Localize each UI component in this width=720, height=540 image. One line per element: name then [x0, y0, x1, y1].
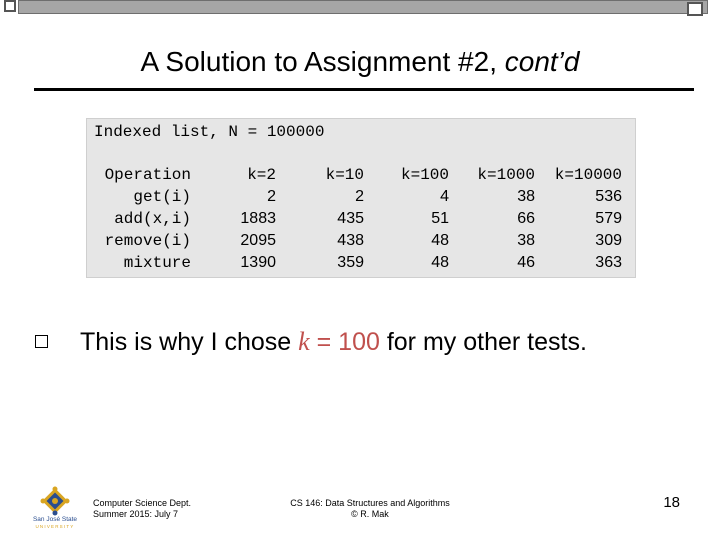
header-cell: k=2 — [247, 166, 276, 184]
table-cell: 48 — [431, 232, 449, 249]
logo-line2: UNIVERSITY — [35, 524, 75, 529]
table-cell: 435 — [337, 210, 364, 227]
table-cell: 579 — [595, 210, 622, 227]
header-cell: k=10000 — [554, 166, 622, 184]
table-cell: get(i) — [133, 188, 191, 206]
top-decoration-bar — [18, 0, 708, 14]
corner-square-left — [4, 0, 16, 12]
title-main: A Solution to Assignment #2, — [140, 46, 505, 77]
corner-square-right — [687, 2, 703, 16]
table-cell: 66 — [517, 210, 535, 227]
footer-author: © R. Mak — [351, 509, 389, 519]
footer-center — [230, 498, 510, 520]
table-cell: 48 — [431, 254, 449, 271]
column-k10 — [305, 164, 364, 274]
table-cell: 2 — [267, 188, 276, 205]
bullet-text — [80, 324, 587, 360]
table-cell: 1883 — [240, 210, 276, 227]
column-k1000 — [468, 164, 535, 274]
logo-line1: San José State — [32, 516, 78, 523]
column-operation — [90, 164, 191, 274]
footer-course: CS 146: Data Structures and Algorithms — [290, 498, 450, 508]
column-k100 — [390, 164, 449, 274]
column-k2 — [220, 164, 276, 274]
header-cell: k=1000 — [477, 166, 535, 184]
title-italic: cont’d — [504, 46, 580, 77]
table-cell: 2095 — [240, 232, 276, 249]
title-underline — [34, 88, 694, 91]
bullet-before: This is why I chose — [80, 328, 299, 356]
bullet-k-variable: k — [298, 327, 310, 356]
sjsu-logo-icon — [28, 486, 82, 530]
page-number: 18 — [663, 494, 680, 511]
table-cell: 2 — [355, 188, 364, 205]
header-cell: k=10 — [325, 166, 364, 184]
table-cell: 536 — [595, 188, 622, 205]
table-cell: mixture — [123, 254, 191, 272]
table-cell: 359 — [337, 254, 364, 271]
slide-title — [0, 42, 720, 82]
table-cell: 51 — [431, 210, 449, 227]
table-cell: 38 — [517, 188, 535, 205]
footer-left — [93, 498, 191, 520]
bullet-after: for my other tests. — [379, 328, 587, 356]
table-cell: 309 — [595, 232, 622, 249]
header-cell: Operation — [104, 166, 191, 184]
header-cell: k=100 — [400, 166, 449, 184]
table-cell: 438 — [337, 232, 364, 249]
table-cell: 1390 — [240, 254, 276, 271]
table-cell: add(x,i) — [114, 210, 191, 228]
footer-dept: Computer Science Dept. — [93, 498, 192, 508]
footer-date: Summer 2015: July 7 — [93, 509, 179, 519]
table-cell: 4 — [440, 188, 449, 205]
square-bullet-icon — [35, 335, 48, 348]
table-caption: Indexed list, N = 100000 — [94, 123, 325, 141]
table-cell: 46 — [517, 254, 535, 271]
table-cell: remove(i) — [104, 232, 191, 250]
column-k10000 — [545, 164, 622, 274]
bullet-k-value: = 100 — [309, 328, 380, 356]
table-cell: 38 — [517, 232, 535, 249]
table-cell: 363 — [595, 254, 622, 271]
